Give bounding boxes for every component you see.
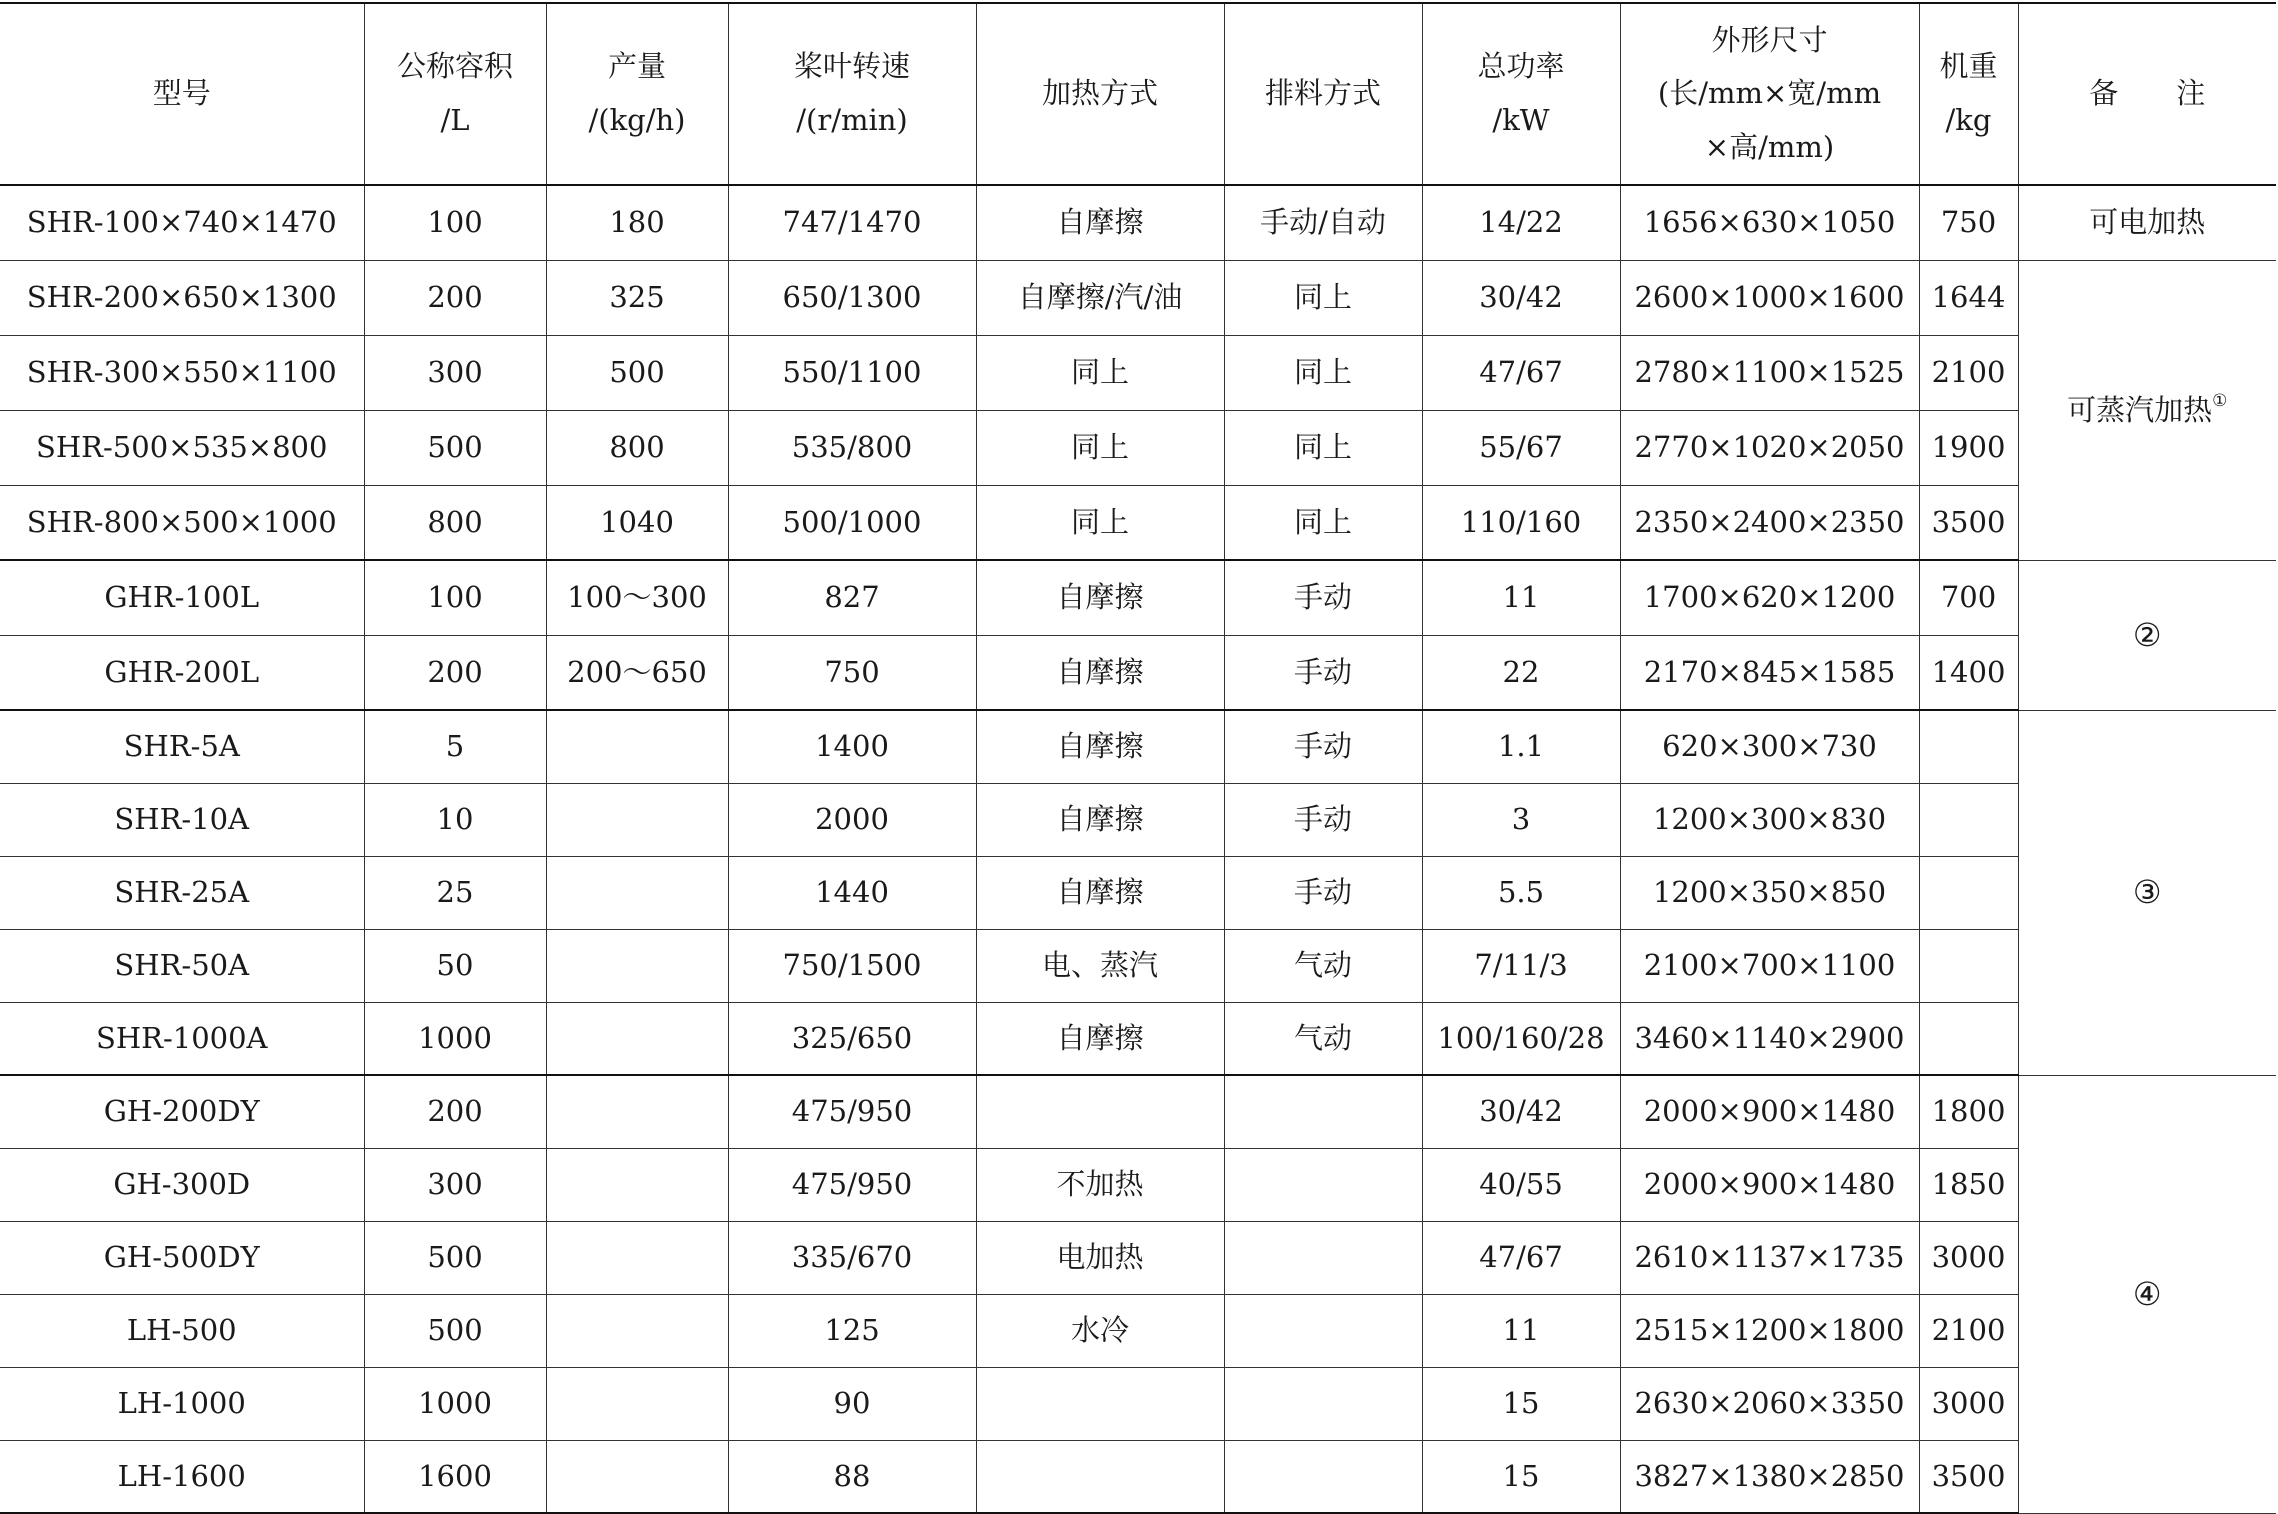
cell-discharge: 手动 <box>1224 710 1422 783</box>
cell-dimensions: 3827×1380×2850 <box>1620 1440 1919 1513</box>
cell-power: 47/67 <box>1422 1221 1620 1294</box>
table-row <box>0 1221 2276 1294</box>
table-row <box>0 1075 2276 1148</box>
cell-power: 30/42 <box>1422 260 1620 335</box>
cell-heating: 自摩擦 <box>976 783 1224 856</box>
cell-speed: 1400 <box>728 710 976 783</box>
table-row <box>0 856 2276 929</box>
cell-weight: 2100 <box>1919 335 2018 410</box>
cell-power: 7/11/3 <box>1422 929 1620 1002</box>
header-dimensions: 外形尺寸 (长/mm×宽/mm ×高/mm) <box>1620 3 1919 185</box>
cell-discharge: 手动 <box>1224 856 1422 929</box>
cell-weight: 1850 <box>1919 1148 2018 1221</box>
cell-power: 30/42 <box>1422 1075 1620 1148</box>
cell-output <box>546 1148 728 1221</box>
cell-weight: 2100 <box>1919 1294 2018 1367</box>
cell-power: 15 <box>1422 1367 1620 1440</box>
cell-dimensions: 620×300×730 <box>1620 710 1919 783</box>
cell-discharge: 气动 <box>1224 1002 1422 1075</box>
table-row <box>0 410 2276 485</box>
cell-speed: 1440 <box>728 856 976 929</box>
cell-heating: 同上 <box>976 485 1224 560</box>
cell-weight <box>1919 710 2018 783</box>
table-row <box>0 1440 2276 1513</box>
cell-speed: 88 <box>728 1440 976 1513</box>
cell-output <box>546 1294 728 1367</box>
cell-discharge: 同上 <box>1224 335 1422 410</box>
cell-discharge <box>1224 1075 1422 1148</box>
cell-speed: 475/950 <box>728 1148 976 1221</box>
table-row <box>0 635 2276 710</box>
cell-power: 55/67 <box>1422 410 1620 485</box>
cell-capacity: 100 <box>364 185 546 260</box>
spec-table <box>0 2 2276 1514</box>
header-row <box>0 3 2276 185</box>
cell-model: SHR-25A <box>0 856 364 929</box>
footnote-marker: ① <box>2212 390 2228 411</box>
cell-dimensions: 1200×300×830 <box>1620 783 1919 856</box>
table-row <box>0 1002 2276 1075</box>
cell-weight: 700 <box>1919 560 2018 635</box>
cell-output <box>546 1075 728 1148</box>
cell-power: 15 <box>1422 1440 1620 1513</box>
cell-power: 47/67 <box>1422 335 1620 410</box>
cell-weight: 3500 <box>1919 485 2018 560</box>
cell-dimensions: 2600×1000×1600 <box>1620 260 1919 335</box>
table-row <box>0 929 2276 1002</box>
cell-power: 11 <box>1422 560 1620 635</box>
cell-capacity: 500 <box>364 1221 546 1294</box>
cell-capacity: 800 <box>364 485 546 560</box>
cell-speed: 335/670 <box>728 1221 976 1294</box>
cell-discharge <box>1224 1367 1422 1440</box>
cell-dimensions: 1700×620×1200 <box>1620 560 1919 635</box>
cell-weight: 3500 <box>1919 1440 2018 1513</box>
header-speed: 桨叶转速 /(r/min) <box>728 3 976 185</box>
cell-model: SHR-50A <box>0 929 364 1002</box>
cell-heating: 电加热 <box>976 1221 1224 1294</box>
cell-discharge: 气动 <box>1224 929 1422 1002</box>
cell-heating: 同上 <box>976 410 1224 485</box>
cell-heating: 自摩擦 <box>976 856 1224 929</box>
cell-dimensions: 2000×900×1480 <box>1620 1148 1919 1221</box>
cell-power: 40/55 <box>1422 1148 1620 1221</box>
cell-output <box>546 1367 728 1440</box>
cell-speed: 2000 <box>728 783 976 856</box>
cell-model: LH-1600 <box>0 1440 364 1513</box>
cell-capacity: 1600 <box>364 1440 546 1513</box>
table-row <box>0 710 2276 783</box>
cell-weight: 3000 <box>1919 1221 2018 1294</box>
cell-output <box>546 1221 728 1294</box>
cell-capacity: 500 <box>364 1294 546 1367</box>
cell-heating <box>976 1440 1224 1513</box>
cell-speed: 827 <box>728 560 976 635</box>
cell-power: 1.1 <box>1422 710 1620 783</box>
cell-heating <box>976 1367 1224 1440</box>
cell-model: SHR-800×500×1000 <box>0 485 364 560</box>
cell-model: SHR-1000A <box>0 1002 364 1075</box>
header-model: 型号 <box>0 3 364 185</box>
cell-speed: 325/650 <box>728 1002 976 1075</box>
cell-speed: 125 <box>728 1294 976 1367</box>
cell-dimensions: 2000×900×1480 <box>1620 1075 1919 1148</box>
cell-output: 180 <box>546 185 728 260</box>
header-capacity: 公称容积 /L <box>364 3 546 185</box>
cell-capacity: 500 <box>364 410 546 485</box>
cell-model: SHR-500×535×800 <box>0 410 364 485</box>
cell-capacity: 200 <box>364 1075 546 1148</box>
cell-capacity: 1000 <box>364 1367 546 1440</box>
cell-capacity: 25 <box>364 856 546 929</box>
cell-speed: 750/1500 <box>728 929 976 1002</box>
cell-discharge <box>1224 1440 1422 1513</box>
table-row <box>0 335 2276 410</box>
header-heating: 加热方式 <box>976 3 1224 185</box>
cell-discharge <box>1224 1148 1422 1221</box>
cell-output <box>546 929 728 1002</box>
cell-discharge: 同上 <box>1224 485 1422 560</box>
table-row <box>0 1294 2276 1367</box>
header-remark: 备 注 <box>2018 3 2276 185</box>
cell-heating: 自摩擦/汽/油 <box>976 260 1224 335</box>
table-row <box>0 485 2276 560</box>
cell-model: SHR-200×650×1300 <box>0 260 364 335</box>
cell-heating: 自摩擦 <box>976 635 1224 710</box>
table-row <box>0 185 2276 260</box>
cell-model: GH-200DY <box>0 1075 364 1148</box>
cell-remark: ④ <box>2018 1075 2276 1513</box>
cell-model: LH-1000 <box>0 1367 364 1440</box>
cell-weight: 1900 <box>1919 410 2018 485</box>
cell-output: 100～300 <box>546 560 728 635</box>
cell-heating: 同上 <box>976 335 1224 410</box>
table-row <box>0 783 2276 856</box>
cell-dimensions: 2610×1137×1735 <box>1620 1221 1919 1294</box>
cell-weight: 750 <box>1919 185 2018 260</box>
cell-heating: 自摩擦 <box>976 1002 1224 1075</box>
cell-power: 14/22 <box>1422 185 1620 260</box>
cell-dimensions: 2170×845×1585 <box>1620 635 1919 710</box>
cell-weight <box>1919 929 2018 1002</box>
header-discharge: 排料方式 <box>1224 3 1422 185</box>
cell-capacity: 300 <box>364 1148 546 1221</box>
cell-model: GH-300D <box>0 1148 364 1221</box>
cell-speed: 550/1100 <box>728 335 976 410</box>
cell-dimensions: 2630×2060×3350 <box>1620 1367 1919 1440</box>
cell-capacity: 200 <box>364 260 546 335</box>
cell-heating: 自摩擦 <box>976 710 1224 783</box>
cell-speed: 747/1470 <box>728 185 976 260</box>
cell-capacity: 1000 <box>364 1002 546 1075</box>
table-row <box>0 1148 2276 1221</box>
cell-speed: 750 <box>728 635 976 710</box>
cell-capacity: 5 <box>364 710 546 783</box>
cell-model: LH-500 <box>0 1294 364 1367</box>
cell-output <box>546 856 728 929</box>
cell-discharge: 同上 <box>1224 260 1422 335</box>
cell-weight <box>1919 1002 2018 1075</box>
cell-dimensions: 1200×350×850 <box>1620 856 1919 929</box>
table-row <box>0 260 2276 335</box>
cell-weight: 1644 <box>1919 260 2018 335</box>
header-weight: 机重 /kg <box>1919 3 2018 185</box>
cell-remark: ③ <box>2018 710 2276 1075</box>
header-power: 总功率 /kW <box>1422 3 1620 185</box>
cell-weight <box>1919 783 2018 856</box>
cell-discharge: 手动 <box>1224 783 1422 856</box>
table-row <box>0 560 2276 635</box>
table-row <box>0 1367 2276 1440</box>
cell-power: 5.5 <box>1422 856 1620 929</box>
cell-model: GH-500DY <box>0 1221 364 1294</box>
cell-weight: 1400 <box>1919 635 2018 710</box>
header-output: 产量 /(kg/h) <box>546 3 728 185</box>
cell-model: SHR-10A <box>0 783 364 856</box>
cell-model: SHR-5A <box>0 710 364 783</box>
cell-output <box>546 783 728 856</box>
cell-discharge: 手动 <box>1224 635 1422 710</box>
cell-power: 110/160 <box>1422 485 1620 560</box>
cell-dimensions: 3460×1140×2900 <box>1620 1002 1919 1075</box>
cell-capacity: 300 <box>364 335 546 410</box>
cell-power: 22 <box>1422 635 1620 710</box>
cell-remark: 可电加热 <box>2018 185 2276 260</box>
cell-model: GHR-100L <box>0 560 364 635</box>
cell-heating <box>976 1075 1224 1148</box>
cell-discharge <box>1224 1221 1422 1294</box>
cell-speed: 90 <box>728 1367 976 1440</box>
cell-dimensions: 2100×700×1100 <box>1620 929 1919 1002</box>
cell-model: GHR-200L <box>0 635 364 710</box>
cell-power: 100/160/28 <box>1422 1002 1620 1075</box>
cell-dimensions: 2780×1100×1525 <box>1620 335 1919 410</box>
cell-output: 325 <box>546 260 728 335</box>
cell-capacity: 10 <box>364 783 546 856</box>
cell-speed: 475/950 <box>728 1075 976 1148</box>
cell-output: 200～650 <box>546 635 728 710</box>
cell-remark: ② <box>2018 560 2276 710</box>
cell-model: SHR-100×740×1470 <box>0 185 364 260</box>
cell-capacity: 50 <box>364 929 546 1002</box>
cell-weight <box>1919 856 2018 929</box>
cell-dimensions: 1656×630×1050 <box>1620 185 1919 260</box>
cell-output <box>546 1002 728 1075</box>
cell-output <box>546 710 728 783</box>
cell-output: 500 <box>546 335 728 410</box>
cell-remark: 可蒸汽加热① <box>2018 260 2276 560</box>
cell-capacity: 200 <box>364 635 546 710</box>
cell-speed: 650/1300 <box>728 260 976 335</box>
cell-model: SHR-300×550×1100 <box>0 335 364 410</box>
cell-discharge: 手动/自动 <box>1224 185 1422 260</box>
cell-output: 800 <box>546 410 728 485</box>
cell-speed: 535/800 <box>728 410 976 485</box>
cell-output: 1040 <box>546 485 728 560</box>
cell-heating: 电、蒸汽 <box>976 929 1224 1002</box>
cell-heating: 水冷 <box>976 1294 1224 1367</box>
cell-power: 11 <box>1422 1294 1620 1367</box>
cell-heating: 自摩擦 <box>976 560 1224 635</box>
cell-discharge: 手动 <box>1224 560 1422 635</box>
cell-dimensions: 2350×2400×2350 <box>1620 485 1919 560</box>
cell-power: 3 <box>1422 783 1620 856</box>
cell-output <box>546 1440 728 1513</box>
cell-heating: 自摩擦 <box>976 185 1224 260</box>
cell-speed: 500/1000 <box>728 485 976 560</box>
cell-dimensions: 2770×1020×2050 <box>1620 410 1919 485</box>
cell-discharge: 同上 <box>1224 410 1422 485</box>
cell-heating: 不加热 <box>976 1148 1224 1221</box>
cell-weight: 1800 <box>1919 1075 2018 1148</box>
cell-dimensions: 2515×1200×1800 <box>1620 1294 1919 1367</box>
cell-capacity: 100 <box>364 560 546 635</box>
cell-weight: 3000 <box>1919 1367 2018 1440</box>
cell-discharge <box>1224 1294 1422 1367</box>
